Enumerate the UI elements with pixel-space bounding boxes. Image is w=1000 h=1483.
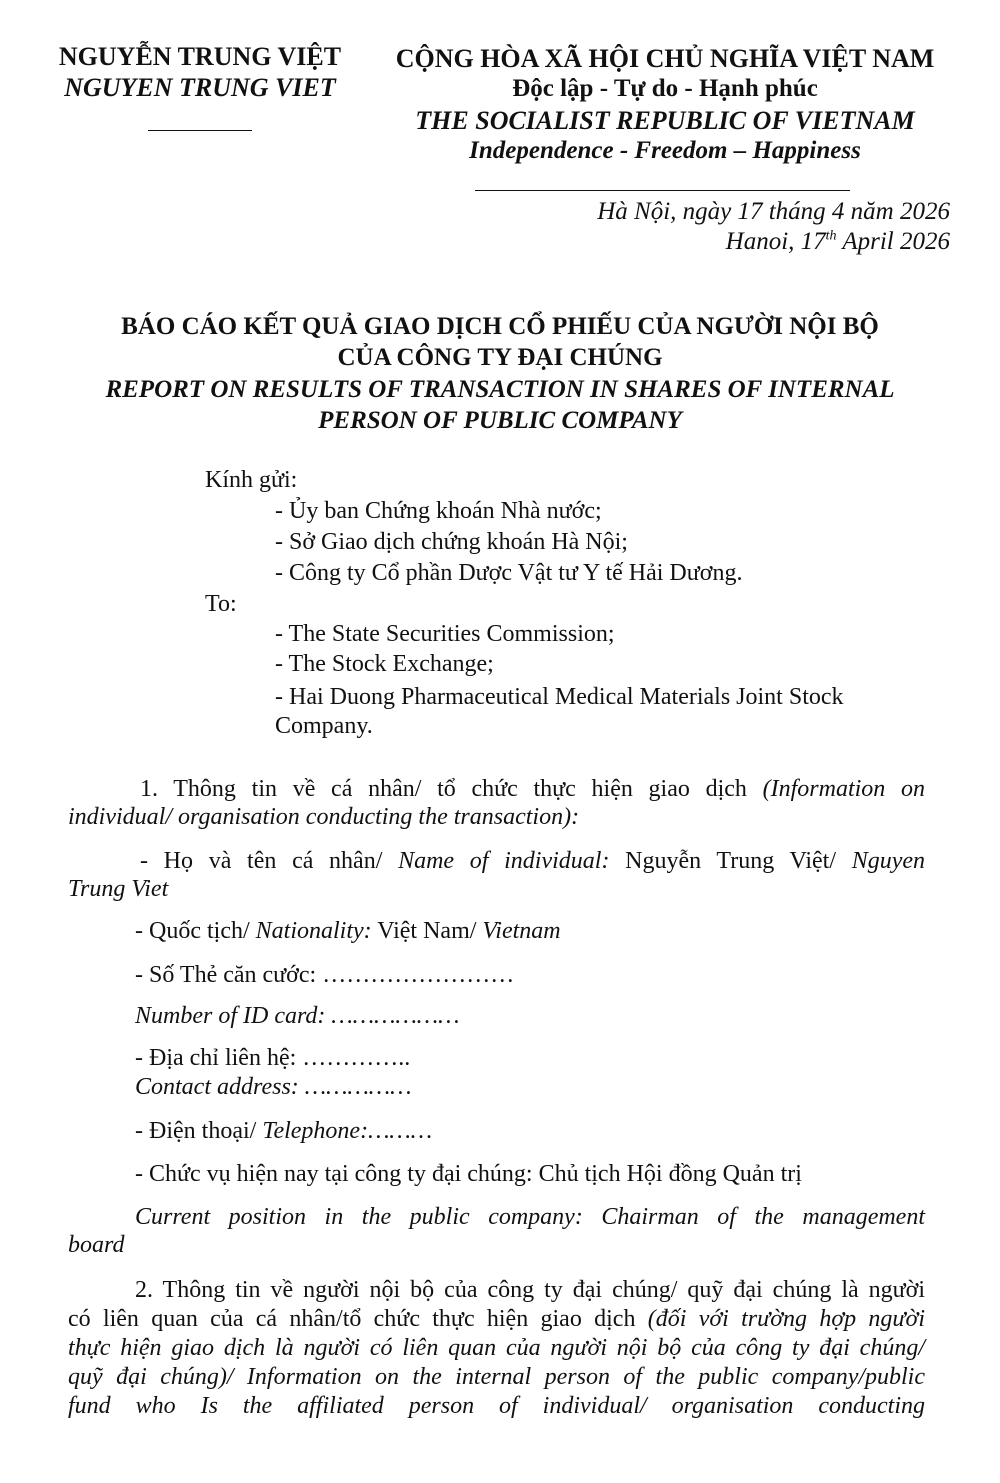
recipient-vi: - Ủy ban Chứng khoán Nhà nước; bbox=[275, 498, 602, 524]
section1-heading-line2: individual/ organisation conducting the transaction): bbox=[68, 804, 580, 830]
current-position-en-line1: Current position in the public company: Chairman of the management bbox=[135, 1204, 925, 1230]
country-name-en: THE SOCIALIST REPUBLIC OF VIETNAM bbox=[415, 106, 915, 135]
id-card-row-vi: - Số Thẻ căn cước: …………………… bbox=[135, 962, 515, 988]
section2-line5: fund who Is the affiliated person of individual/ organisation conducting bbox=[68, 1393, 925, 1419]
title-en-line1: REPORT ON RESULTS OF TRANSACTION IN SHARES OF INTERNAL bbox=[105, 376, 895, 403]
recipient-en-continued: Company. bbox=[275, 713, 373, 739]
date-en: Hanoi, 17th April 2026 bbox=[725, 228, 950, 255]
country-name-vi: CỘNG HÒA XÃ HỘI CHỦ NGHĨA VIỆT NAM bbox=[395, 44, 935, 73]
individual-name-row: - Họ và tên cá nhân/ Name of individual: Nguyễn Trung Việt/ Nguyen bbox=[140, 848, 926, 874]
id-card-row-en: Number of ID card: ……………… bbox=[135, 1003, 460, 1029]
section2-line1: 2. Thông tin về người nội bộ của công ty đại chúng/ quỹ đại chúng là người bbox=[135, 1277, 925, 1303]
date-vi: Hà Nội, ngày 17 tháng 4 năm 2026 bbox=[597, 198, 950, 225]
current-position-vi: - Chức vụ hiện nay tại công ty đại chúng: Chủ tịch Hội đồng Quản trị bbox=[135, 1161, 802, 1187]
telephone-row: - Điện thoại/ Telephone:……… bbox=[135, 1118, 433, 1144]
right-header-rule bbox=[475, 190, 850, 191]
national-motto-vi: Độc lập - Tự do - Hạnh phúc bbox=[512, 75, 818, 102]
left-header-rule bbox=[148, 130, 252, 131]
recipient-vi: - Công ty Cổ phần Dược Vật tư Y tế Hải Dương. bbox=[275, 560, 743, 586]
title-vi-line2: CỦA CÔNG TY ĐẠI CHÚNG bbox=[337, 344, 663, 371]
nationality-row: - Quốc tịch/ Nationality: Việt Nam/ Vietnam bbox=[135, 918, 561, 944]
recipient-en: - The State Securities Commission; bbox=[275, 621, 615, 647]
recipient-en: - The Stock Exchange; bbox=[275, 651, 494, 677]
address-row-en: Contact address: …………… bbox=[135, 1074, 412, 1100]
recipient-en: - Hai Duong Pharmaceutical Medical Materials Joint Stock bbox=[275, 684, 844, 710]
address-row-vi: - Địa chỉ liên hệ: ………….. bbox=[135, 1045, 411, 1071]
individual-name-row-continued: Trung Viet bbox=[68, 876, 169, 902]
title-en-line2: PERSON OF PUBLIC COMPANY bbox=[318, 407, 682, 434]
current-position-en-line2: board bbox=[68, 1232, 125, 1258]
recipients-label-en: To: bbox=[205, 591, 237, 617]
author-name-en: NGUYEN TRUNG VIET bbox=[64, 73, 336, 102]
recipient-vi: - Sở Giao dịch chứng khoán Hà Nội; bbox=[275, 529, 628, 555]
national-motto-en: Independence - Freedom – Happiness bbox=[469, 137, 861, 164]
section2-line3: thực hiện giao dịch là người có liên quan của người nội bộ của công ty đại chúng/ bbox=[68, 1335, 925, 1361]
title-vi-line1: BÁO CÁO KẾT QUẢ GIAO DỊCH CỔ PHIẾU CỦA NGƯỜI NỘI BỘ bbox=[121, 313, 879, 340]
section1-heading-line1: 1. Thông tin về cá nhân/ tổ chức thực hiện giao dịch (Information on bbox=[140, 776, 926, 802]
author-name-vi: NGUYỄN TRUNG VIỆT bbox=[58, 42, 342, 71]
section2-line2: có liên quan của cá nhân/tổ chức thực hiện giao dịch (đối với trường hợp người bbox=[68, 1306, 925, 1332]
section2-line4: quỹ đại chúng)/ Information on the internal person of the public company/public bbox=[68, 1364, 925, 1390]
recipients-label-vi: Kính gửi: bbox=[205, 467, 298, 493]
